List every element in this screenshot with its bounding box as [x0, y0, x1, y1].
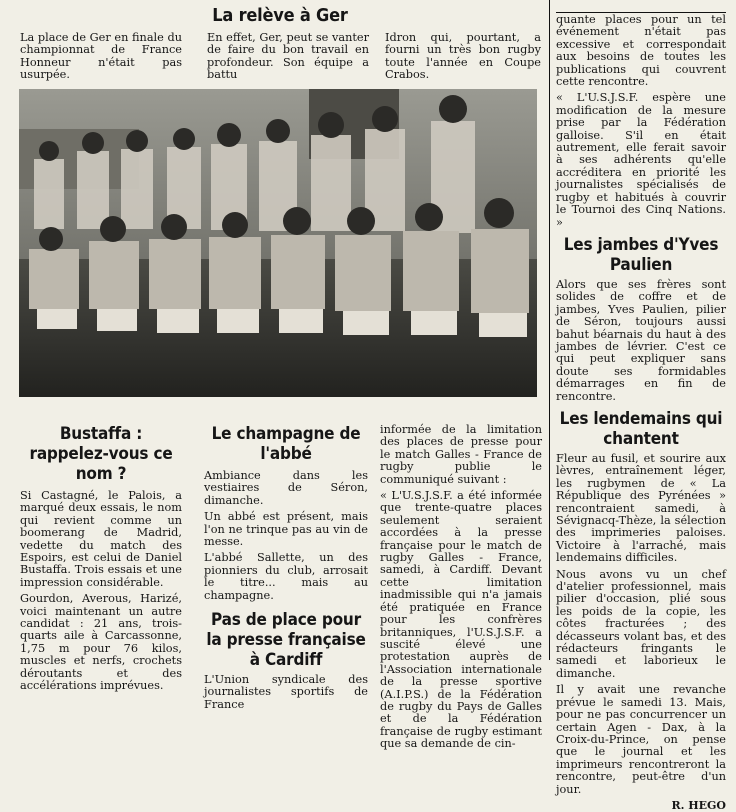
team-photo-image — [19, 89, 537, 397]
article-presse-title: Pas de place pour la presse française à Cardiff — [206, 610, 366, 671]
article-bustaffa-title: Bustaffa : rappelez-vous ce nom ? — [29, 424, 173, 484]
headline-top: La relève à Ger — [212, 5, 348, 26]
article-presse-continued: informée de la limitation des places de presse pour le match Galles - France de rugby publie le communiqué suivant : « L'U.S.J.S.F. a été informée que trente-quatre places seulement seraient accordées à la presse française pour le match de rugby Galles - France, samedi, à Cardiff. Devant cette limitation inadmissible qui n'a jamais été pratiquée en France pour les confrères britanniques, l'U.S.J.S.F. a suscité élevé une protestation auprès de l'Association internationale de la presse sportive (A.I.P.S.) de la Fédération de rugby du Pays de Galles et de la Fédération française de rugby estimant que sa demande de cin- — [380, 423, 542, 751]
article-champagne-title: Le champagne de l'abbé — [211, 424, 361, 464]
article-jambes-title: Les jambes d'Yves Paulien — [563, 234, 719, 275]
intro-col-2: En effet, Ger, peut se vanter de faire du bon travail en profondeur. Son équipe a battu — [207, 31, 369, 82]
intro-col-1: La place de Ger en finale du championnat de France Honneur n'était pas usurpée. — [20, 31, 182, 82]
article-bustaffa: Bustaffa : rappelez-vous ce nom ? Si Castagné, le Palois, a marqué deux essais, le nom qui revient comme un boomerang de Madrid, vedette du match des Espoirs, est celui de Daniel Bustaffa. Trois essais et une impression considérable. Gourdon, Averous, Harizé, voici maintenant un autre candidat : 21 ans, trois-quarts aile à Carcassonne, 1,75 m pour 76 kilos, muscles et nerfs, crochets déroutants et des accélérations imprévues. — [20, 424, 182, 693]
right-column: quante places pour un tel événement n'était pas excessive et correspondait aux besoins de toutes les publications qui couvrent cette rencontre. « L'U.S.J.S.F. espère une modification de la mesure prise par la Fédération galloise. S'il en était autrement, elle ferait savoir à ses adhérents qu'elle accréditera en priorité les journalistes spécialisés de rugby et habitués à couvrir le Tournoi des Cinq Nations. » Les jambes d'Yves Paulien Alors que ses frères sont solides de coffre et de jambes, Yves Paulien, pilier de Séron, toujours aussi bahut béarnais du haut à des jambes de lévrier. C'est ce qui peut expliquer sans doute ses formidables démarrages en fin de rencontre. Les lendemains qui chantent Fleur au fusil, et sourire aux lèvres, entraînement léger, les rugbymen de « La République des Pyrénées » rencontraient samedi, à Sévignacq-Thèze, la sélection des imprimeries paloises. Victoire à l'arraché, mais lendemains difficiles. Nous avons vu un chef d'atelier professionnel, mais pilier d'occasion, plié sous les poids de la copie, les côtes fracturées ; des décasseurs volant bas, et des rédacteurs fringants le samedi et laborieux le dimanche. Il y avait une revanche prévue le samedi 13. Mais, pour ne pas concurrencer un certain Agen - Dax, à la Croix-du-Prince, on pense que le journal et les imprimeurs rencontreront la rencontre, peut-être d'un jour. R. HEGO — [556, 13, 726, 812]
article-champagne: Le champagne de l'abbé Ambiance dans les vestiaires de Séron, dimanche. Un abbé est présent, mais l'on ne trinque pas au vin de messe. L'abbé Sallette, un des pionniers du club, arrosait le titre... mais au champagne. Pas de place pour la presse française à Cardiff L'Union syndicale des journalistes sportifs de France — [204, 424, 368, 711]
team-photo — [19, 89, 537, 397]
signature: R. HEGO — [671, 798, 726, 812]
article-lendemains-title: Les lendemains qui chantent — [559, 408, 723, 449]
column-divider — [549, 0, 550, 660]
intro-col-3: Idron qui, pourtant, a fourni un très bon rugby toute l'année en Coupe Crabos. — [385, 31, 541, 82]
